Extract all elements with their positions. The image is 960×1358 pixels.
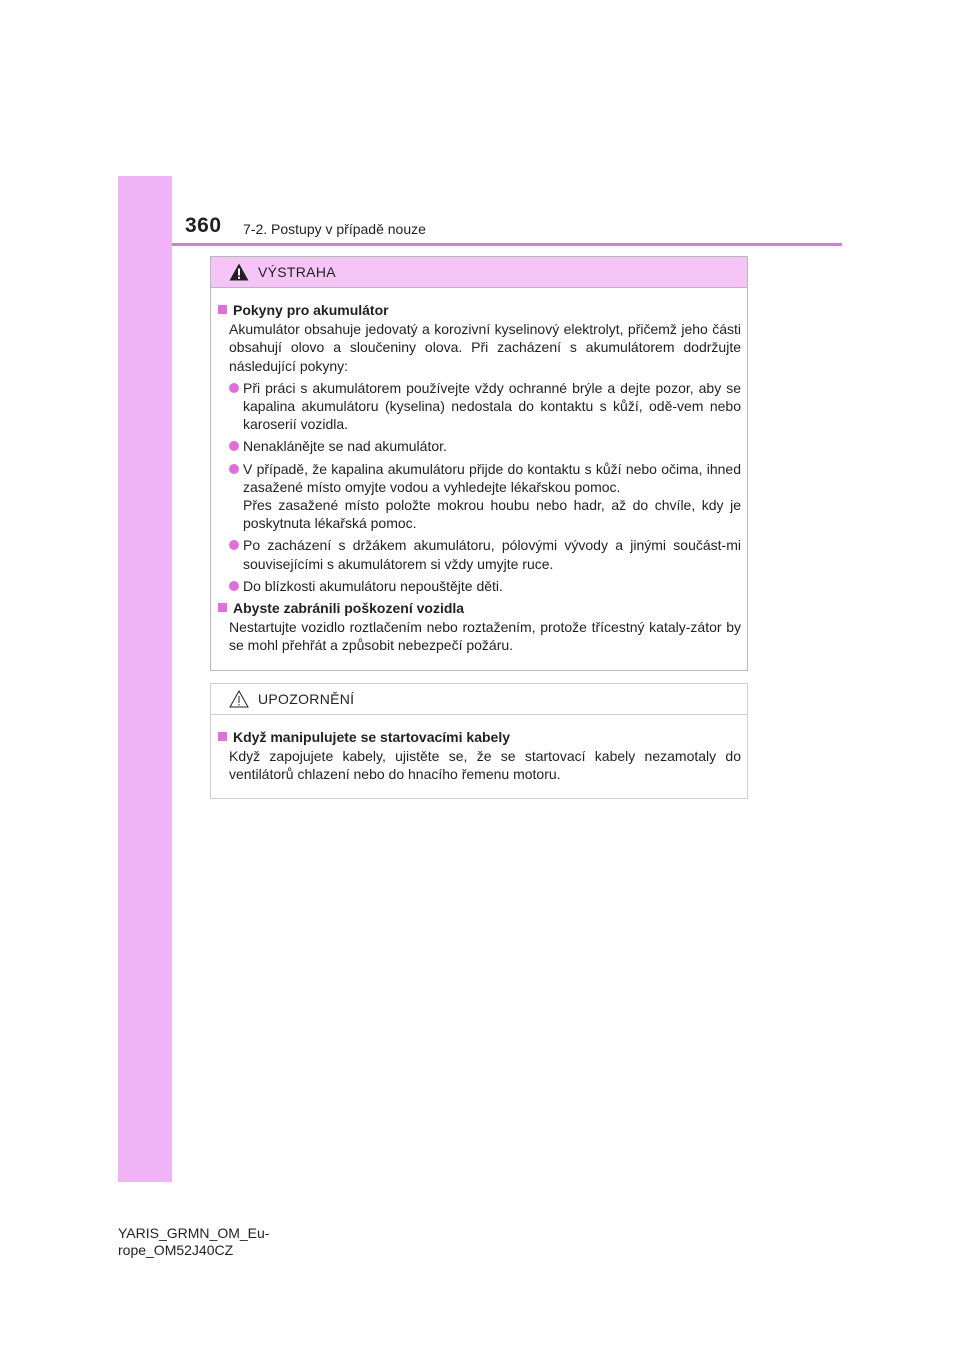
document-code-line: YARIS_GRMN_OM_Eu- [118, 1225, 270, 1241]
list-item [218, 379, 741, 434]
warning-triangle-icon [229, 263, 249, 281]
paragraph: Když zapojujete kabely, ujistěte se, že se startovací kabely nezamotaly do ventilátorů chlazení nebo do hnacího řemenu motoru. [229, 748, 741, 783]
caution-box-title: UPOZORNĚNÍ [258, 691, 355, 707]
caution-box-body [211, 715, 747, 784]
heading-text: Abyste zabránili poškození vozidla [233, 600, 465, 617]
section-heading [218, 599, 741, 617]
round-bullet-icon [229, 581, 239, 591]
caution-box [210, 683, 748, 799]
list-item [218, 536, 741, 572]
list-item-text-extra: Přes zasažené místo položte mokrou houbu nebo hadr, až do chvíle, kdy je poskytnuta lékařská pomoc. [243, 497, 741, 532]
paragraph: Nestartujte vozidlo roztlačením nebo roztažením, protože třícestný kataly-zátor by se mohl přehřát a způsobit nebezpečí požáru. [229, 619, 741, 654]
list-item [218, 577, 741, 595]
list-item-text: Při práci s akumulátorem používejte vždy ochranné brýle a dejte pozor, aby se kapalina akumulátoru (kyselina) nedostala do kontaktu s kůží, odě-vem nebo karoserií vozidla. [243, 379, 741, 433]
warning-box-body [211, 288, 747, 655]
round-bullet-icon [229, 441, 239, 451]
heading-text: Pokyny pro akumulátor [233, 302, 389, 318]
document-code [118, 1225, 269, 1259]
list-item-text: Nenaklánějte se nad akumulátor. [243, 438, 447, 455]
list-item-text: Po zacházení s držákem akumulátoru, pólovými vývody a jinými součást-mi souvisejícími s akumulátorem si vždy umyjte ruce. [243, 537, 741, 572]
warning-box-title: VÝSTRAHA [258, 264, 336, 280]
list-item-text: V případě, že kapalina akumulátoru přijde do kontaktu s kůží nebo očima, ihned zasažené místo omyjte vodou a vyhledejte lékařskou pomoc. [243, 460, 741, 495]
section-heading [218, 728, 741, 746]
document-code-line: rope_OM52J40CZ [118, 1242, 234, 1258]
heading-text: Když manipulujete se startovacími kabely [233, 729, 510, 745]
list-item [218, 460, 741, 533]
caution-triangle-outline-icon [229, 690, 249, 708]
page-number: 360 [185, 214, 222, 237]
square-bullet-icon [218, 305, 227, 314]
header-divider [172, 243, 842, 246]
warning-box [210, 256, 748, 671]
warning-box-header [211, 257, 747, 288]
round-bullet-icon [229, 383, 239, 393]
round-bullet-icon [229, 464, 239, 474]
caution-box-header [211, 684, 747, 715]
square-bullet-icon [218, 603, 227, 612]
paragraph: Akumulátor obsahuje jedovatý a korozivní kyselinový elektrolyt, přičemž jeho části obsahují olovo a sloučeniny olova. Při zacházení s akumulátorem dodržujte následující pokyny: [229, 321, 741, 374]
section-heading [218, 301, 741, 319]
list-item-text: Do blízkosti akumulátoru nepouštějte děti. [243, 577, 503, 594]
round-bullet-icon [229, 540, 239, 550]
side-color-band [118, 176, 172, 1182]
section-title: 7-2. Postupy v případě nouze [243, 221, 426, 237]
square-bullet-icon [218, 732, 227, 741]
list-item [218, 437, 741, 455]
